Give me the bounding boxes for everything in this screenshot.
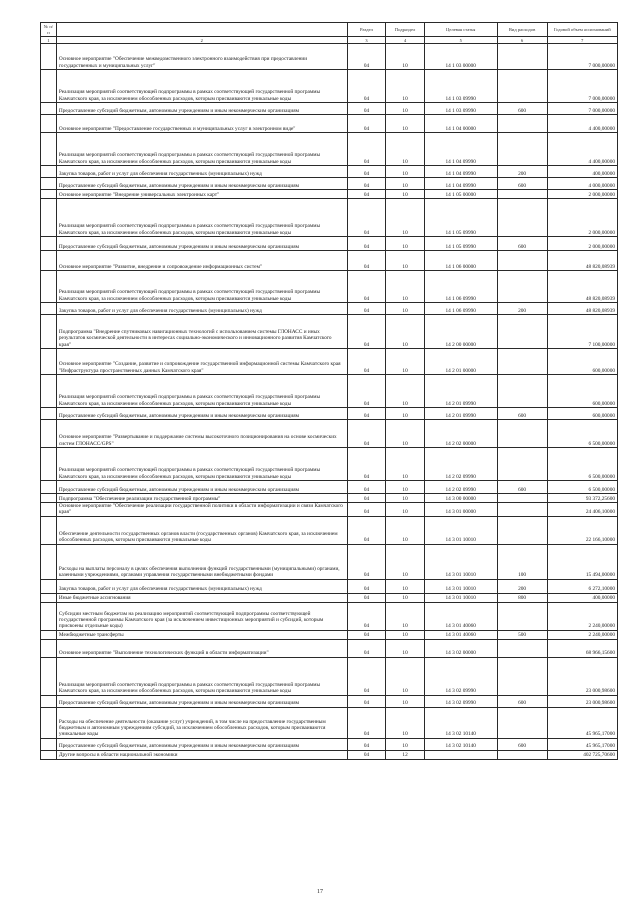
table-index-row [41,37,618,44]
table-row [41,303,618,315]
row-num [41,695,57,707]
row-expense-type [497,190,547,199]
row-section: 04 [347,738,386,750]
header-expense-type: Вид расходов [497,23,547,37]
header-name [56,23,347,37]
row-amount: 600,00000 [547,408,617,420]
row-subsection: 10 [386,579,425,593]
row-amount: 93 372,25600 [547,494,617,503]
row-target-article [424,750,497,759]
row-num [41,448,57,481]
row-target-article: 14 3 01 40060 [424,602,497,630]
row-expense-type [497,448,547,481]
row-name: Реализация мероприятий соответствующей подпрограммы в рамках соответствующей государственной программы Камчатского края, за исключением обособленных расходов, которым присваиваются уникальные коды [56,448,347,481]
row-num [41,199,57,237]
row-name: Предоставление субсидий бюджетным, автономным учреждениям и иным некоммерческим организациям [56,237,347,251]
index-cell: 6 [497,37,547,44]
table-row [41,639,618,657]
row-section: 04 [347,375,386,408]
row-section: 04 [347,237,386,251]
table-row [41,448,618,481]
row-name: Предоставление субсидий бюджетным, автономным учреждениям и иным некоммерческим организациям [56,178,347,190]
row-name: Основное мероприятие "Развертывание и поддержание системы высокоточного позиционирования на основе космических систем ГЛОНАСС/GPS" [56,420,347,448]
row-amount: 45 965,17000 [547,707,617,738]
row-amount: 6 272,10000 [547,579,617,593]
row-expense-type: 600 [497,237,547,251]
row-name: Реализация мероприятий соответствующей подпрограммы в рамках соответствующей государственной программы Камчатского края, за исключением обособленных расходов, которым присваиваются уникальные коды [56,70,347,103]
row-amount: 2 000,00000 [547,190,617,199]
table-row [41,544,618,579]
row-section: 04 [347,420,386,448]
row-expense-type: 600 [497,178,547,190]
row-target-article: 14 3 01 00000 [424,503,497,517]
row-target-article: 14 1 04 09990 [424,178,497,190]
row-target-article: 14 3 02 09990 [424,695,497,707]
table-row [41,199,618,237]
table-row [41,70,618,103]
row-subsection: 10 [386,44,425,70]
row-expense-type: 600 [497,408,547,420]
row-expense-type [497,271,547,303]
row-target-article: 14 2 02 09990 [424,481,497,494]
header-amount: Годовой объем ассигнований [547,23,617,37]
row-amount: 6 500,00000 [547,420,617,448]
row-amount: 4 400,00000 [547,115,617,133]
row-subsection: 10 [386,178,425,190]
row-num [41,237,57,251]
table-row [41,420,618,448]
row-subsection: 10 [386,448,425,481]
row-num [41,579,57,593]
row-amount: 4 000,00000 [547,178,617,190]
row-section: 04 [347,593,386,602]
row-subsection: 10 [386,707,425,738]
row-expense-type [497,657,547,695]
page-number: 17 [317,889,323,895]
row-target-article: 14 3 02 10140 [424,738,497,750]
row-subsection: 10 [386,237,425,251]
row-subsection: 10 [386,315,425,349]
row-target-article: 14 2 01 00000 [424,349,497,375]
row-name: Предоставление субсидий бюджетным, автономным учреждениям и иным некоммерческим организациям [56,408,347,420]
row-subsection: 10 [386,481,425,494]
row-num [41,707,57,738]
table-row [41,178,618,190]
row-section: 04 [347,695,386,707]
row-subsection: 10 [386,420,425,448]
row-subsection: 10 [386,349,425,375]
row-subsection: 10 [386,375,425,408]
row-subsection: 10 [386,103,425,115]
row-num [41,303,57,315]
row-num [41,103,57,115]
row-subsection: 10 [386,408,425,420]
row-subsection: 10 [386,494,425,503]
row-amount: 600,00000 [547,375,617,408]
row-subsection: 10 [386,70,425,103]
row-amount: 48 820,08939 [547,251,617,271]
table-row [41,315,618,349]
row-name: Основное мероприятие "Обеспечение межведомственного электронного взаимодействия при предоставлении государственных и муниципальных услуг" [56,44,347,70]
budget-table [40,22,618,760]
row-expense-type [497,750,547,759]
row-section: 04 [347,303,386,315]
row-section: 04 [347,133,386,166]
row-amount: 2 240,00000 [547,602,617,630]
row-target-article: 14 1 03 09990 [424,103,497,115]
row-name: Подпрограмма "Обеспечение реализации государственной программы" [56,494,347,503]
row-num [41,115,57,133]
row-target-article: 14 3 02 09990 [424,657,497,695]
row-name: Основное мероприятие "Создание, развитие и сопровождение государственной информационной системы Камчатского края "Инфраструктура пространственных данных Камчатского края" [56,349,347,375]
row-name: Закупка товаров, работ и услуг для обеспечения государственных (муниципальных) нужд [56,303,347,315]
row-name: Предоставление субсидий бюджетным, автономным учреждениям и иным некоммерческим организациям [56,695,347,707]
row-amount: 15 494,00000 [547,544,617,579]
row-name: Субсидии местным бюджетам на реализацию мероприятий соответствующей подпрограммы соответствующей государственной программы Камчатского края (за исключением инвестиционных мероприятий и субсидий, которым присвоены отдельные коды) [56,602,347,630]
row-name: Основное мероприятие "Внедрение универсальных электронных карт" [56,190,347,199]
table-row [41,657,618,695]
table-row [41,481,618,494]
table-row [41,630,618,639]
row-subsection: 10 [386,503,425,517]
row-section: 04 [347,448,386,481]
row-num [41,602,57,630]
row-amount: 6 500,00000 [547,481,617,494]
row-expense-type [497,199,547,237]
row-num [41,738,57,750]
row-amount: 45 965,17000 [547,738,617,750]
row-subsection: 10 [386,695,425,707]
index-cell: 2 [56,37,347,44]
row-amount: 2 240,00000 [547,630,617,639]
row-name: Обеспечение деятельности государственных органов власти (государственных органов) Камчатского края, за исключением обособленных расходов, которым присваиваются уникальные коды [56,516,347,544]
table-row [41,190,618,199]
row-num [41,481,57,494]
row-section: 04 [347,349,386,375]
row-expense-type [497,349,547,375]
row-name: Другие вопросы в области национальной экономики [56,750,347,759]
row-section: 04 [347,630,386,639]
index-cell: 1 [41,37,57,44]
row-num [41,349,57,375]
header-subsection: Подраздел [386,23,425,37]
row-subsection: 10 [386,657,425,695]
index-cell: 3 [347,37,386,44]
row-section: 04 [347,503,386,517]
row-section: 04 [347,657,386,695]
row-subsection: 10 [386,133,425,166]
row-section: 04 [347,70,386,103]
row-num [41,190,57,199]
row-expense-type [497,375,547,408]
row-subsection: 10 [386,303,425,315]
row-target-article: 14 1 03 09990 [424,70,497,103]
row-amount: 7 000,00000 [547,103,617,115]
table-header-row [41,23,618,37]
row-target-article: 14 3 01 10010 [424,544,497,579]
row-expense-type [497,115,547,133]
row-subsection: 10 [386,251,425,271]
row-expense-type: 600 [497,738,547,750]
row-subsection: 10 [386,199,425,237]
table-row [41,738,618,750]
row-expense-type: 100 [497,544,547,579]
row-num [41,657,57,695]
row-section: 04 [347,750,386,759]
row-name: Основное мероприятие "Предоставление государственных и муниципальных услуг в электронном виде" [56,115,347,133]
table-row [41,494,618,503]
row-num [41,375,57,408]
row-amount: 7 100,00000 [547,315,617,349]
row-target-article: 14 2 02 09990 [424,448,497,481]
row-expense-type: 600 [497,481,547,494]
table-row [41,516,618,544]
table-row [41,271,618,303]
row-expense-type: 500 [497,630,547,639]
row-num [41,166,57,178]
table-row [41,602,618,630]
row-subsection: 10 [386,190,425,199]
row-target-article: 14 1 04 09990 [424,166,497,178]
row-name: Предоставление субсидий бюджетным, автономным учреждениям и иным некоммерческим организациям [56,481,347,494]
table-row [41,579,618,593]
row-name: Закупка товаров, работ и услуг для обеспечения государственных (муниципальных) нужд [56,166,347,178]
row-num [41,516,57,544]
table-row [41,44,618,70]
row-expense-type [497,516,547,544]
row-amount: 400,00000 [547,166,617,178]
row-expense-type [497,315,547,349]
row-amount: 7 000,00000 [547,70,617,103]
row-target-article: 14 2 01 09990 [424,408,497,420]
row-section: 04 [347,103,386,115]
row-num [41,544,57,579]
row-name: Предоставление субсидий бюджетным, автономным учреждениям и иным некоммерческим организациям [56,738,347,750]
row-amount: 68 966,15600 [547,639,617,657]
row-amount: 7 000,00000 [547,44,617,70]
row-target-article: 14 1 05 09990 [424,199,497,237]
row-section: 04 [347,494,386,503]
row-section: 04 [347,315,386,349]
row-section: 04 [347,115,386,133]
row-num [41,178,57,190]
row-name: Предоставление субсидий бюджетным, автономным учреждениям и иным некоммерческим организациям [56,103,347,115]
table-row [41,251,618,271]
row-section: 04 [347,44,386,70]
table-row [41,695,618,707]
row-expense-type: 600 [497,695,547,707]
row-target-article: 14 2 01 09990 [424,375,497,408]
row-target-article: 14 3 01 10010 [424,516,497,544]
row-section: 04 [347,271,386,303]
row-name: Межбюджетные трансферты [56,630,347,639]
row-target-article: 14 1 04 00000 [424,115,497,133]
row-section: 04 [347,408,386,420]
row-section: 04 [347,544,386,579]
row-amount: 402 725,70600 [547,750,617,759]
row-section: 04 [347,707,386,738]
row-amount: 600,00000 [547,349,617,375]
table-row [41,408,618,420]
table-row [41,593,618,602]
table-row [41,349,618,375]
index-cell: 7 [547,37,617,44]
row-target-article: 14 3 01 40060 [424,630,497,639]
row-num [41,420,57,448]
row-num [41,408,57,420]
row-section: 04 [347,481,386,494]
row-num [41,593,57,602]
row-target-article: 14 2 02 00000 [424,420,497,448]
row-subsection: 10 [386,738,425,750]
row-target-article: 14 3 01 10010 [424,579,497,593]
row-section: 04 [347,602,386,630]
row-amount: 4 400,00000 [547,133,617,166]
row-num [41,271,57,303]
row-target-article: 14 1 06 09990 [424,303,497,315]
row-subsection: 10 [386,271,425,303]
row-amount: 2 000,00000 [547,199,617,237]
row-section: 04 [347,639,386,657]
header-section: Раздел [347,23,386,37]
row-target-article: 14 1 05 00000 [424,190,497,199]
row-section: 04 [347,166,386,178]
row-expense-type [497,494,547,503]
row-section: 04 [347,199,386,237]
table-row [41,115,618,133]
row-num [41,44,57,70]
row-subsection: 10 [386,544,425,579]
index-cell: 5 [424,37,497,44]
table-row [41,237,618,251]
row-name: Реализация мероприятий соответствующей подпрограммы в рамках соответствующей государственной программы Камчатского края, за исключением обособленных расходов, которым присваиваются уникальные коды [56,133,347,166]
row-target-article: 14 3 01 10010 [424,593,497,602]
row-subsection: 10 [386,166,425,178]
row-expense-type [497,44,547,70]
row-expense-type: 200 [497,303,547,315]
row-num [41,133,57,166]
table-row [41,750,618,759]
row-expense-type [497,707,547,738]
row-subsection: 10 [386,593,425,602]
table-row [41,503,618,517]
row-amount: 2 000,00000 [547,237,617,251]
row-num [41,630,57,639]
row-section: 04 [347,579,386,593]
row-name: Реализация мероприятий соответствующей подпрограммы в рамках соответствующей государственной программы Камчатского края, за исключением обособленных расходов, которым присваиваются уникальные коды [56,375,347,408]
row-expense-type [497,639,547,657]
table-row [41,103,618,115]
row-amount: 6 500,00000 [547,448,617,481]
row-target-article: 14 1 06 00000 [424,251,497,271]
row-expense-type: 600 [497,103,547,115]
row-num [41,494,57,503]
row-name: Реализация мероприятий соответствующей подпрограммы в рамках соответствующей государственной программы Камчатского края, за исключением обособленных расходов, которым присваиваются уникальные коды [56,271,347,303]
row-section: 04 [347,190,386,199]
row-num [41,70,57,103]
row-name: Закупка товаров, работ и услуг для обеспечения государственных (муниципальных) нужд [56,579,347,593]
row-target-article: 14 1 04 09990 [424,133,497,166]
header-target-article: Целевая статья [424,23,497,37]
row-amount: 23 000,98600 [547,695,617,707]
row-expense-type: 200 [497,166,547,178]
row-subsection: 10 [386,115,425,133]
row-expense-type [497,503,547,517]
table-row [41,133,618,166]
row-amount: 48 820,08939 [547,271,617,303]
row-target-article: 14 3 00 00000 [424,494,497,503]
row-num [41,315,57,349]
row-name: Основное мероприятие "Обеспечение реализации государственной политики в области информатизации и связи Камчатского края" [56,503,347,517]
row-amount: 400,00000 [547,593,617,602]
row-amount: 24 406,10000 [547,503,617,517]
row-section: 04 [347,251,386,271]
row-num [41,750,57,759]
row-num [41,639,57,657]
row-expense-type [497,251,547,271]
row-target-article: 14 1 05 09990 [424,237,497,251]
row-subsection: 10 [386,516,425,544]
row-num [41,251,57,271]
row-expense-type [497,420,547,448]
row-amount: 23 000,98600 [547,657,617,695]
row-section: 04 [347,516,386,544]
row-target-article: 14 1 03 00000 [424,44,497,70]
row-name: Основное мероприятие "Выполнение технологических функций в области информатизации" [56,639,347,657]
row-amount: 48 820,08939 [547,303,617,315]
table-row [41,375,618,408]
row-name: Расходы на обеспечение деятельности (оказание услуг) учреждений, в том числе на предоставление государственным бюджетным и автономным учреждениям субсидий, за исключением обособленных расходов, которым присваиваются уникальные коды [56,707,347,738]
row-num [41,503,57,517]
table-row [41,166,618,178]
row-subsection: 10 [386,630,425,639]
row-target-article: 14 2 00 00000 [424,315,497,349]
row-name: Реализация мероприятий соответствующей подпрограммы в рамках соответствующей государственной программы Камчатского края, за исключением обособленных расходов, которым присваиваются уникальные коды [56,657,347,695]
row-section: 04 [347,178,386,190]
row-name: Иные бюджетные ассигнования [56,593,347,602]
index-cell: 4 [386,37,425,44]
row-amount: 22 166,10000 [547,516,617,544]
row-expense-type [497,602,547,630]
row-target-article: 14 1 06 09990 [424,271,497,303]
table-row [41,707,618,738]
row-expense-type: 200 [497,579,547,593]
row-expense-type: 800 [497,593,547,602]
row-subsection: 10 [386,639,425,657]
header-num: № п/п [41,23,57,37]
row-target-article: 14 3 02 00000 [424,639,497,657]
row-expense-type [497,133,547,166]
row-subsection: 12 [386,750,425,759]
row-subsection: 10 [386,602,425,630]
row-name: Основное мероприятие "Развитие, внедрение и сопровождение информационных систем" [56,251,347,271]
row-expense-type [497,70,547,103]
row-name: Подпрограмма "Внедрение спутниковых навигационных технологий с использованием системы ГЛОНАСС и иных результатов космической деятельности в интересах социально-экономического и инновационного развития Камчатского края" [56,315,347,349]
row-target-article: 14 3 02 10140 [424,707,497,738]
row-name: Реализация мероприятий соответствующей подпрограммы в рамках соответствующей государственной программы Камчатского края, за исключением обособленных расходов, которым присваиваются уникальные коды [56,199,347,237]
row-name: Расходы на выплаты персоналу в целях обеспечения выполнения функций государственными (муниципальными) органами, казенными учреждениями, органами управления государственными внебюджетными фондами [56,544,347,579]
